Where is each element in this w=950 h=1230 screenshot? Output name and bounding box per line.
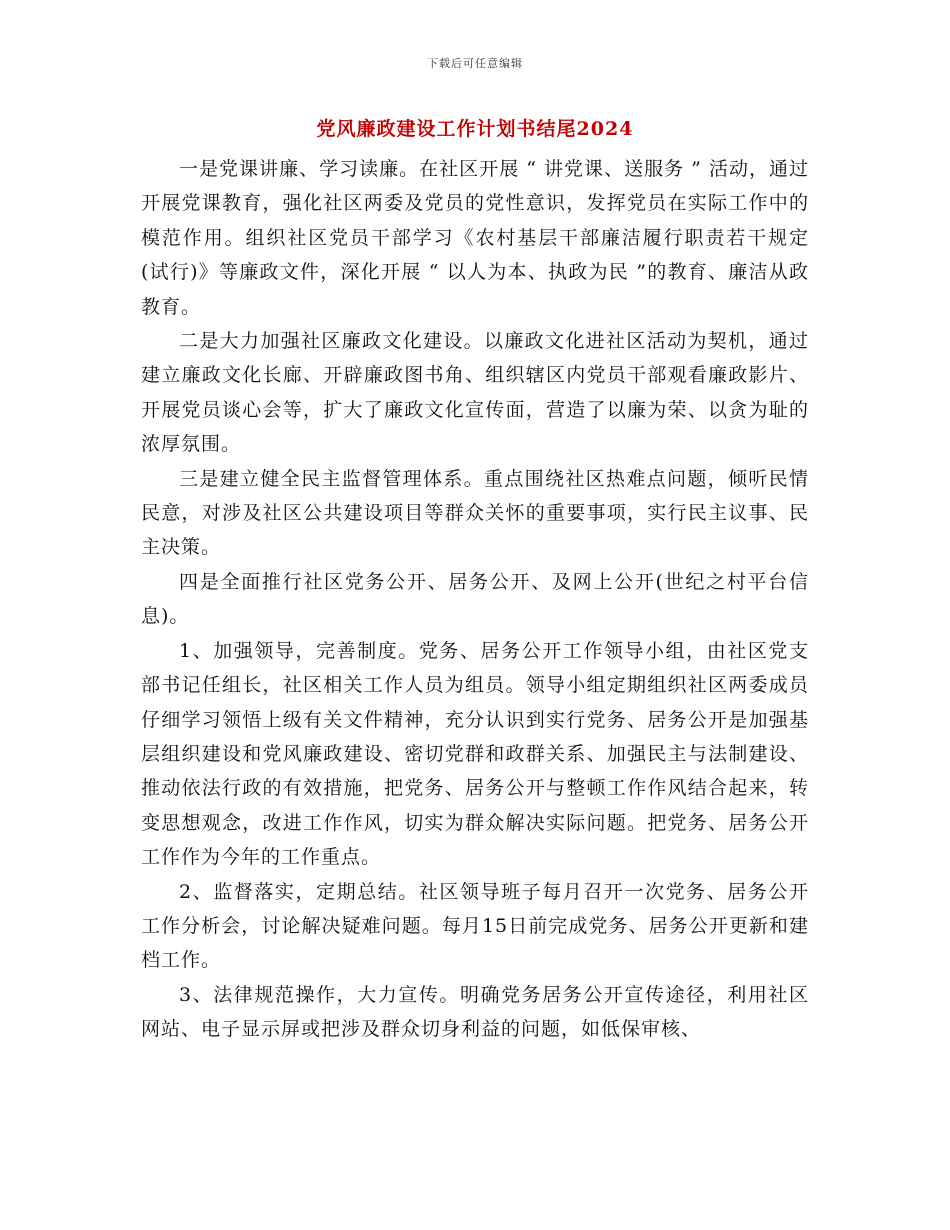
paragraph: 三是建立健全民主监督管理体系。重点围绕社区热难点问题，倾听民情民意，对涉及社区公共建设项目等群众关怀的重要事项，实行民主议事、民主决策。: [141, 467, 809, 559]
paragraph: 二是大力加强社区廉政文化建设。以廉政文化进社区活动为契机，通过建立廉政文化长廊、开辟廉政图书角、组织辖区内党员干部观看廉政影片、开展党员谈心会等，扩大了廉政文化宣传面，营造了以廉为荣、以贪为耻的浓厚氛围。: [141, 330, 809, 456]
paragraph: 一是党课讲廉、学习读廉。在社区开展 “ 讲党课、送服务 ” 活动，通过开展党课教育，强化社区两委及党员的党性意识，发挥党员在实际工作中的模范作用。组织社区党员干部学习《农村基层干部廉洁履行职责若干规定(试行)》等廉政文件，深化开展 “ 以人为本、执政为民 ”的教育、廉洁从政教育。: [141, 158, 809, 318]
document-title: 党风廉政建设工作计划书结尾2024: [316, 118, 634, 140]
paragraph: 四是全面推行社区党务公开、居务公开、及网上公开(世纪之村平台信息)。: [141, 570, 809, 628]
document-body: [141, 152, 809, 1047]
header-note: 下载后可任意编辑: [427, 57, 523, 70]
paragraph: 3、法律规范操作，大力宣传。明确党务居务公开宣传途径，利用社区网站、电子显示屏或把涉及群众切身利益的问题，如低保审核、: [141, 983, 809, 1041]
paragraph: 1、加强领导，完善制度。党务、居务公开工作领导小组，由社区党支部书记任组长，社区相关工作人员为组员。领导小组定期组织社区两委成员仔细学习领悟上级有关文件精神，充分认识到实行党务、居务公开是加强基层组织建设和党风廉政建设、密切党群和政群关系、加强民主与法制建设、推动依法行政的有效措施，把党务、居务公开与整顿工作作风结合起来，转变思想观念，改进工作作风，切实为群众解决实际问题。把党务、居务公开工作作为今年的工作重点。: [141, 639, 809, 869]
paragraph: 2、监督落实，定期总结。社区领导班子每月召开一次党务、居务公开工作分析会，讨论解决疑难问题。每月15日前完成党务、居务公开更新和建档工作。: [141, 880, 809, 972]
